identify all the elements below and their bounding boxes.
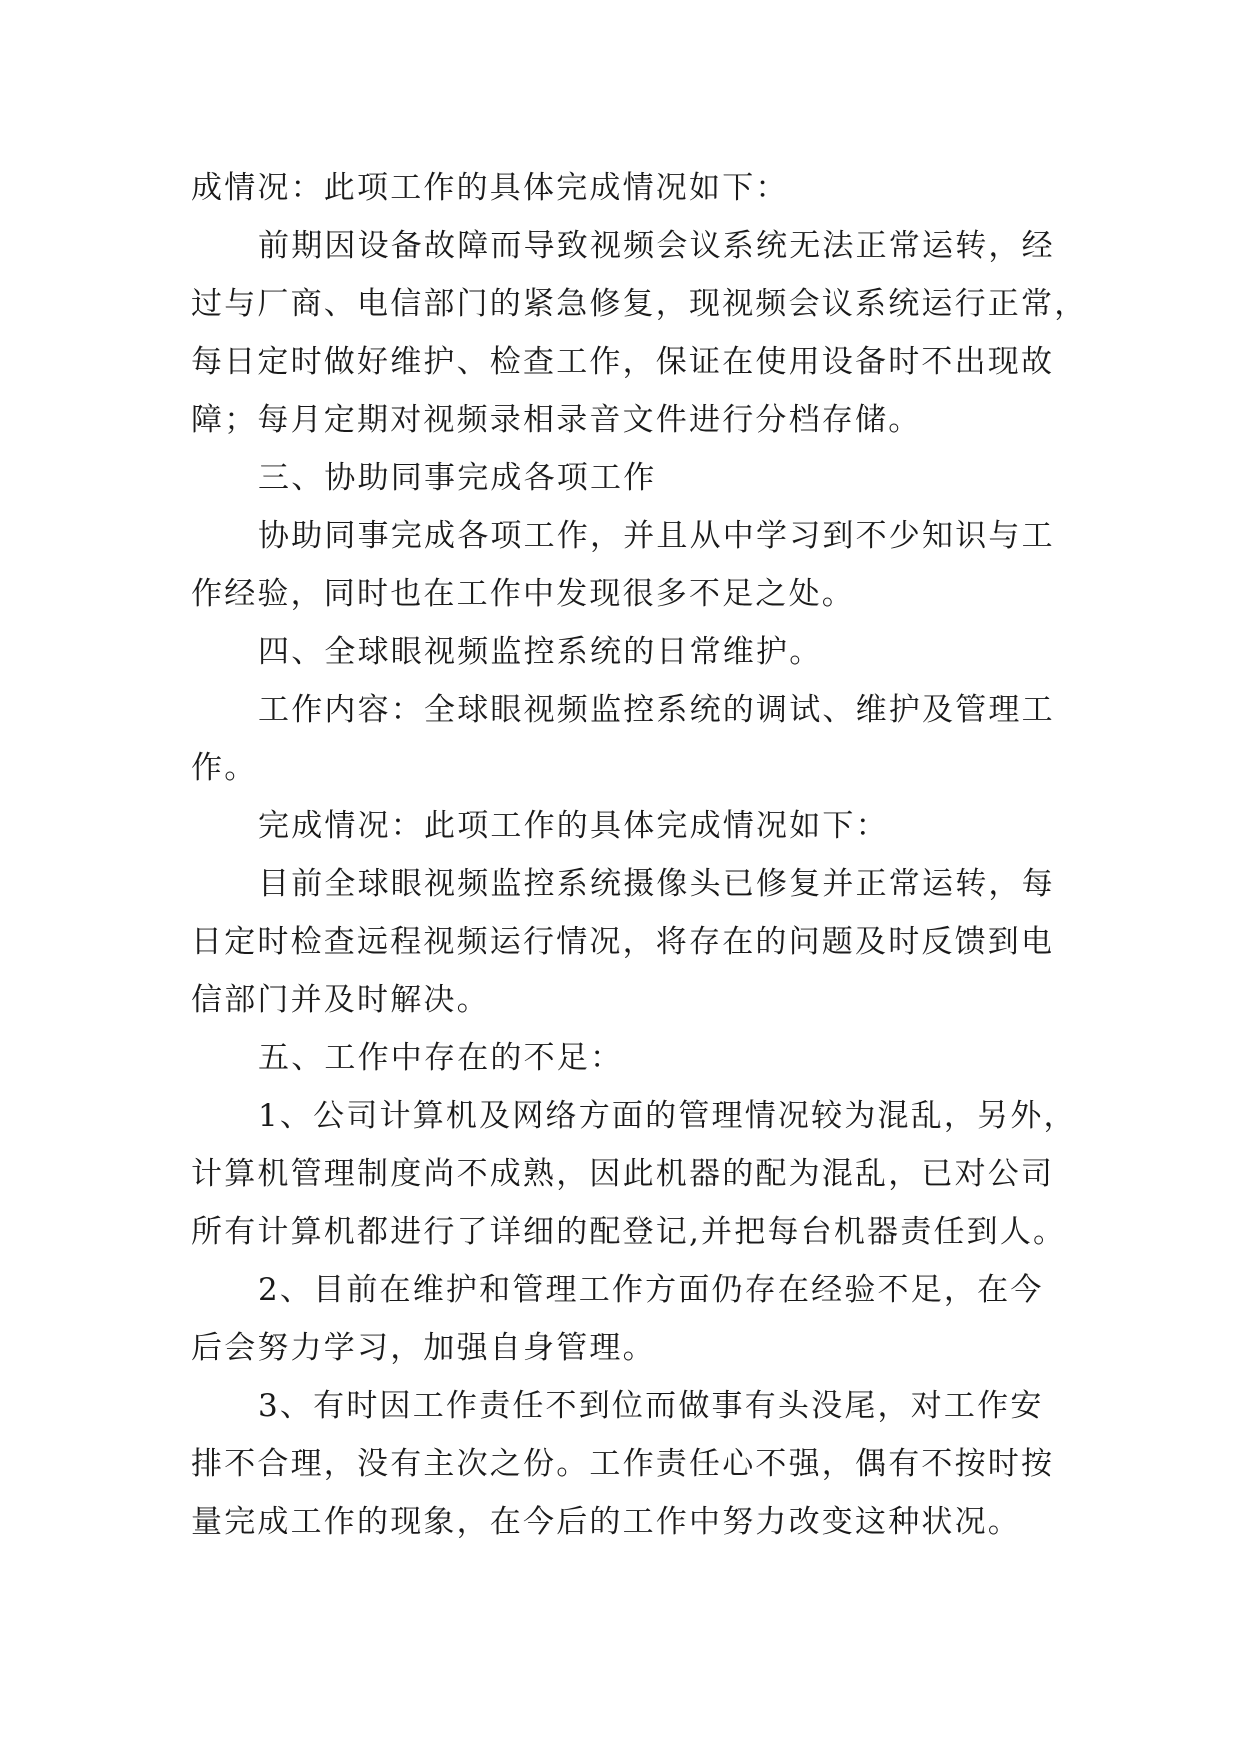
text-line: 日定时检查远程视频运行情况，将存在的问题及时反馈到电 xyxy=(191,924,1055,960)
text-line: 量完成工作的现象，在今后的工作中努力改变这种状况。 xyxy=(191,1504,1021,1540)
text-line: 计算机管理制度尚不成熟，因此机器的配为混乱，已对公司 xyxy=(191,1156,1055,1192)
text-line: 前期因设备故障而导致视频会议系统无法正常运转，经 xyxy=(258,228,1055,264)
text-line: 协助同事完成各项工作，并且从中学习到不少知识与工 xyxy=(258,518,1055,554)
text-line: 完成情况：此项工作的具体完成情况如下： xyxy=(258,808,889,844)
section-heading: 五、工作中存在的不足： xyxy=(258,1040,624,1076)
text-line: 成情况：此项工作的具体完成情况如下： xyxy=(191,170,789,206)
section-heading: 三、协助同事完成各项工作 xyxy=(258,460,657,496)
text-line: 所有计算机都进行了详细的配登记,并把每台机器责任到人。 xyxy=(191,1214,1067,1250)
text-line: 作经验，同时也在工作中发现很多不足之处。 xyxy=(191,576,855,612)
text-line: 工作内容：全球眼视频监控系统的调试、维护及管理工 xyxy=(258,692,1055,728)
text-line: 2、目前在维护和管理工作方面仍存在经验不足，在今 xyxy=(258,1272,1044,1308)
text-line: 排不合理，没有主次之份。工作责任心不强，偶有不按时按 xyxy=(191,1446,1055,1482)
section-heading: 四、全球眼视频监控系统的日常维护。 xyxy=(258,634,823,670)
text-line: 障；每月定期对视频录相录音文件进行分档存储。 xyxy=(191,402,922,438)
text-line: 信部门并及时解决。 xyxy=(191,982,490,1018)
text-line: 1、公司计算机及网络方面的管理情况较为混乱，另外， xyxy=(258,1098,1077,1134)
text-line: 每日定时做好维护、检查工作，保证在使用设备时不出现故 xyxy=(191,344,1055,380)
text-line: 3、有时因工作责任不到位而做事有头没尾，对工作安 xyxy=(258,1388,1044,1424)
text-line: 目前全球眼视频监控系统摄像头已修复并正常运转，每 xyxy=(258,866,1055,902)
text-line: 过与厂商、电信部门的紧急修复，现视频会议系统运行正常， xyxy=(191,286,1088,322)
text-line: 后会努力学习，加强自身管理。 xyxy=(191,1330,656,1366)
text-line: 作。 xyxy=(191,750,258,786)
